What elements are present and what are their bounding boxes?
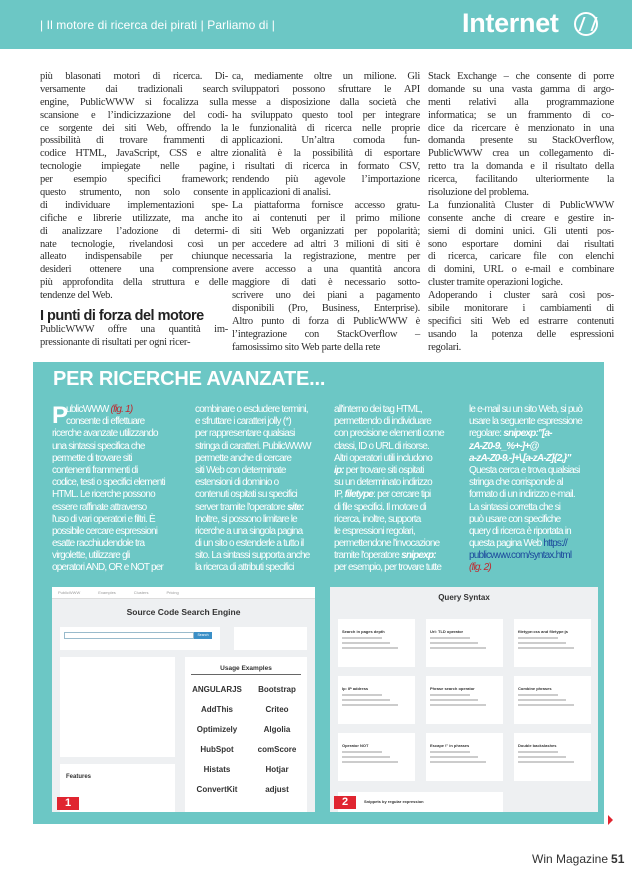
text-placeholder <box>430 694 470 696</box>
search-button[interactable]: Search <box>194 632 212 639</box>
text-line: versamente dai tradizionali search <box>40 83 228 95</box>
box-title: PER RICERCHE AVANZATE... <box>53 368 326 390</box>
box-line <box>334 550 468 562</box>
box-text: sito. La sintassi supporta anche <box>195 550 310 562</box>
box-line <box>334 538 468 550</box>
box-line <box>52 477 186 489</box>
info-panel <box>60 657 175 757</box>
box-line <box>52 526 186 538</box>
text-placeholder <box>342 756 390 758</box>
box-text: formato di un indirizzo e-mail. <box>469 489 575 501</box>
box-line <box>195 489 329 501</box>
text-line: di domini, URL o e-mail e combinare <box>428 264 614 276</box>
text-line: scansione e l’indicizzazione del codi- <box>40 109 228 121</box>
box-line <box>469 428 603 440</box>
box-line <box>52 562 186 574</box>
text-placeholder <box>430 699 478 701</box>
text-line: La funzionalità Cluster di PublicWWW <box>428 199 614 211</box>
box-line <box>334 453 468 465</box>
text-line: pressionante di risultati per ogni ricer- <box>40 336 191 348</box>
stats-panel <box>234 627 307 650</box>
box-line <box>334 416 468 428</box>
box-text: ricerche avanzate utilizzando <box>52 428 158 440</box>
text-placeholder <box>430 756 478 758</box>
text-line: cluster tramite operazioni logiche. <box>428 277 563 289</box>
features-title: Features <box>66 774 92 780</box>
box-text: questa pagina Web <box>469 538 544 550</box>
box-line <box>52 441 186 453</box>
box-text: ricerche a una singola pagina <box>195 525 303 537</box>
syntax-card-title: Url: TLD operator <box>430 629 464 634</box>
site-title: Source Code Search Engine <box>126 607 241 617</box>
text-placeholder <box>518 704 574 706</box>
syntax-card-title: Phrase search operator <box>430 686 475 691</box>
syntax-card <box>426 733 503 781</box>
text-line: tecnologie impiegate nelle pagine, <box>40 161 228 173</box>
text-line: rendendo più agevole l’importazione <box>232 174 420 186</box>
box-line <box>195 416 329 428</box>
text-placeholder <box>342 637 382 639</box>
box-text: query di ricerca è riportata in <box>469 525 571 537</box>
text-line: zionalità è la possibilità di esportare <box>232 148 420 160</box>
nav-item[interactable]: PublicWWW <box>58 590 81 595</box>
box-text: la ricerca di attributi specifici <box>195 562 294 574</box>
box-text: ublicWWW <box>66 404 111 415</box>
box-text: contenenti frammenti di <box>52 464 138 476</box>
box-text: essere raffinate attraverso <box>52 501 147 513</box>
figure-2-screenshot <box>330 587 598 812</box>
usage-title: Usage Examples <box>191 665 301 675</box>
syntax-card-title: Operator NOT <box>342 743 369 748</box>
box-text: contenuti ospitati su specifici <box>195 489 297 501</box>
syntax-link[interactable]: https:// <box>543 538 567 550</box>
syntax-card-title: Search in pages depth <box>342 629 385 634</box>
text-line: le funzionalità di ricerca nelle proprie <box>232 122 420 134</box>
box-text: l'uso di vari operatori e filtri. È <box>52 513 155 525</box>
syntax-card <box>426 676 503 724</box>
box-text: consente di effettuare <box>66 416 145 428</box>
usage-logo: Optimizely <box>196 725 238 734</box>
box-column-1 <box>52 404 186 575</box>
box-column-3 <box>334 404 468 575</box>
figure-number: 2 <box>334 796 356 809</box>
text-line: menti relativi alla programmazione <box>428 96 614 108</box>
text-line: Altro punto di forza di PublicWWW è <box>232 315 420 327</box>
text-placeholder <box>430 751 470 753</box>
box-line <box>195 538 329 550</box>
text-placeholder <box>518 694 558 696</box>
continue-arrow-icon <box>608 815 613 825</box>
box-line <box>469 489 603 501</box>
text-placeholder <box>342 647 398 649</box>
box-line <box>334 502 468 514</box>
usage-logo: ANGULARJS <box>192 685 242 694</box>
breadcrumb: | Il motore di ricerca dei pirati | Parliamo di | <box>40 18 275 32</box>
syntax-card <box>338 733 415 781</box>
fig-ref: (fig. 2) <box>469 562 491 574</box>
box-line <box>52 502 186 514</box>
box-text: permettendo di individuare <box>334 416 432 428</box>
box-line <box>334 514 468 526</box>
figure-number: 1 <box>57 797 79 810</box>
box-text: IP, <box>334 489 345 501</box>
box-line <box>469 562 603 574</box>
box-line <box>52 428 186 440</box>
text-line: i risultati di ricerca in formato CSV, <box>232 161 420 173</box>
box-text: Questa cerca e trova qualsiasi <box>469 464 580 476</box>
box-text: ricerca, inoltre, supporta <box>334 513 421 525</box>
text-line: Stack Exchange – che consente di porre <box>428 71 614 82</box>
syntax-card-title: Combine phrases <box>518 686 552 691</box>
box-line <box>469 453 603 465</box>
text-line: di individuare implementazioni spe- <box>40 199 228 211</box>
text-line: per accedere ad altri 3 milioni di siti è <box>232 238 420 250</box>
box-text: server tramite l'operatore <box>195 501 288 513</box>
box-text: Altri operatori utili includono <box>334 452 433 464</box>
box-line <box>469 502 603 514</box>
box-text: La sintassi corretta che si <box>469 501 561 513</box>
box-line <box>334 465 468 477</box>
box-line <box>52 453 186 465</box>
text-line: di siti Web organizzati per popolarità; <box>232 225 420 237</box>
box-text: permette anche di cercare <box>195 452 292 464</box>
box-line <box>469 477 603 489</box>
page-footer <box>532 852 624 866</box>
text-line: siemi di domini unici. Gli utenti pos- <box>428 225 614 237</box>
box-line <box>334 428 468 440</box>
text-placeholder <box>518 699 566 701</box>
syntax-card-title: filetype:css and filetype:js <box>518 629 569 634</box>
drop-cap: P <box>52 402 69 429</box>
syntax-card <box>426 619 503 667</box>
text-line: necessaria la registrazione, mentre per <box>232 251 420 263</box>
box-line <box>334 562 468 574</box>
box-text: e sfruttare i caratteri jolly (*) <box>195 416 291 428</box>
box-line <box>195 562 329 574</box>
box-text: regolare: <box>469 428 504 440</box>
text-line: maggiore di dati è necessario sotto- <box>232 277 420 289</box>
section-header <box>0 0 632 49</box>
box-line <box>195 441 329 453</box>
search-input[interactable] <box>64 632 194 639</box>
usage-logo: Bootstrap <box>258 685 296 694</box>
text-line: più approfondita della struttura e delle <box>40 277 228 289</box>
text-line: messe a disposizione dalla società che <box>232 96 420 108</box>
box-text: le e-mail su un sito Web, si può <box>469 404 583 415</box>
text-line: di analizzare l’adozione di determi- <box>40 225 228 237</box>
text-line: ito ai contenuti per il primo milione <box>232 212 420 224</box>
nav-item[interactable]: Pricing <box>166 590 179 595</box>
text-line: scrivere uno dei piani a pagamento <box>232 290 420 302</box>
box-text: permette di trovare siti <box>52 452 132 464</box>
text-placeholder <box>342 751 382 753</box>
box-line <box>195 428 329 440</box>
syntax-card-title: Double backslashes <box>518 743 557 748</box>
box-line <box>195 526 329 538</box>
text-line: nate tecnologie, rivelandosi così un <box>40 238 228 250</box>
operator-ip: ip: <box>334 464 344 476</box>
box-line <box>469 550 603 562</box>
globe-icon <box>574 12 598 36</box>
text-line: domande su una vasta gamma di argo- <box>428 83 614 95</box>
box-text: virgolette, utilizzare gli <box>52 550 130 562</box>
text-placeholder <box>518 642 566 644</box>
usage-logo: Algolia <box>263 725 291 734</box>
box-line <box>52 538 186 550</box>
text-placeholder <box>342 761 398 763</box>
text-placeholder <box>518 647 574 649</box>
syntax-title: Query Syntax <box>438 593 490 602</box>
regex-card <box>338 792 503 812</box>
usage-logo: adjust <box>265 785 289 794</box>
text-placeholder <box>342 694 382 696</box>
box-text: estensioni di dominio o <box>195 477 279 489</box>
text-line: possibilità di trovare frammenti di <box>40 135 228 147</box>
text-line: per esempio specifici framework; <box>40 174 228 186</box>
box-text: : per cercare tipi <box>373 489 431 501</box>
box-text: usare la seguente espressione <box>469 416 583 428</box>
box-line <box>334 404 468 416</box>
box-text: Inoltre, si possono limitare le <box>195 513 297 525</box>
nav-item[interactable]: Examples <box>98 590 116 595</box>
text-placeholder <box>518 761 574 763</box>
box-text: stringa di caratteri. PublicWWW <box>195 440 311 452</box>
box-text: le espressioni regolari, <box>334 525 415 537</box>
text-line: l’integrazione con StackOverflow – <box>232 328 420 340</box>
syntax-card <box>514 676 591 724</box>
text-line: in applicazioni di analisi. <box>232 187 331 199</box>
usage-logo: comScore <box>257 745 297 754</box>
text-placeholder <box>518 751 558 753</box>
site-nav <box>52 587 315 599</box>
box-line <box>469 514 603 526</box>
text-line: sviluppatori possono sfruttare le API <box>232 83 420 95</box>
box-line <box>195 550 329 562</box>
operator-filetype: filetype <box>344 489 374 501</box>
box-text: possibile cercare espressioni <box>52 525 158 537</box>
text-line: cifiche e librerie utilizzate, ma anche <box>40 212 228 224</box>
figure-1-screenshot <box>52 587 315 812</box>
box-line <box>195 514 329 526</box>
text-placeholder <box>430 642 478 644</box>
box-line <box>195 502 329 514</box>
syntax-link[interactable]: publicwww.com/syntax.html <box>469 550 572 562</box>
box-text: HTML. Le ricerche possono <box>52 489 155 501</box>
box-line <box>52 416 186 428</box>
box-text: per esempio, per trovare tutte <box>334 562 442 574</box>
box-text: siti Web con determinate <box>195 464 286 476</box>
text-line: dice da ricercare è menzionato in una <box>428 122 614 134</box>
box-line <box>469 465 603 477</box>
fig-ref: (fig. 1) <box>110 404 133 415</box>
text-placeholder <box>430 704 486 706</box>
regex: a-zA-Z0-9.-]+\.[a-zA-Z]{2,}" <box>469 452 571 464</box>
operator-snipexp: snipexp: <box>401 550 436 562</box>
page-number: 51 <box>611 852 625 866</box>
text-line: sono esportare domini dai risultati <box>428 238 614 250</box>
box-column-2 <box>195 404 329 575</box>
text-placeholder <box>430 647 486 649</box>
subheading: I punti di forza del motore <box>40 308 204 325</box>
box-text: tramite l'operatore <box>334 550 402 562</box>
text-line: famosissimo sito Web parte della rete <box>232 341 381 353</box>
text-line: questo strumento, non solo consente <box>40 187 228 199</box>
regex: zA-Z0-9._%+-]+@ <box>469 440 539 452</box>
box-text: all'interno dei tag HTML, <box>334 404 423 415</box>
box-text: stringa che corrisponde al <box>469 477 563 489</box>
box-line <box>52 514 186 526</box>
text-line: più blasonati motori di ricerca. Di- <box>40 71 228 82</box>
text-line: disponibili (Pro, Business, Enterprise). <box>232 303 420 315</box>
magazine-name: Win Magazine <box>532 852 609 866</box>
box-line <box>195 465 329 477</box>
article-column-2 <box>232 71 420 355</box>
usage-logo: AddThis <box>201 705 233 714</box>
text-line: ha sviluppato questo tool per integrare <box>232 109 420 121</box>
text-line: consente anche di creare e gestire in- <box>428 212 614 224</box>
box-text: per rappresentare qualsiasi <box>195 428 295 440</box>
text-line: sibile monitorare i cambiamenti di <box>428 303 614 315</box>
text-line: risoluzione del problema. <box>428 187 529 199</box>
regex: snipexp:"[a- <box>503 428 552 440</box>
box-line <box>195 404 329 416</box>
box-line <box>334 526 468 538</box>
box-text: una sintassi specifica che <box>52 440 145 452</box>
box-line <box>52 550 186 562</box>
syntax-card-title: Escape \" in phrases <box>430 743 470 748</box>
text-line: di ricerca, caricare file con elenchi <box>428 251 614 263</box>
box-line <box>469 441 603 453</box>
text-line: ca, mediamente oltre un milione. Gli <box>232 71 420 82</box>
text-line: ricerca, facilitando ulteriormente la <box>428 174 614 186</box>
syntax-card <box>338 676 415 724</box>
text-line: PublicWWW offre una quantità im- <box>40 324 228 336</box>
regex-card-title: Snippets by regular expression <box>364 799 424 804</box>
syntax-card <box>514 733 591 781</box>
box-line <box>469 526 603 538</box>
box-text: classi, ID o URL di risorse. <box>334 440 430 452</box>
box-line <box>334 477 468 489</box>
operator-site: site: <box>287 501 304 513</box>
text-line: regolari. <box>428 341 462 353</box>
box-line <box>334 441 468 453</box>
box-text: su un determinato indirizzo <box>334 477 432 489</box>
box-column-4 <box>469 404 603 575</box>
box-line <box>195 477 329 489</box>
text-line: usando la potenza delle espressioni <box>428 328 614 340</box>
text-line: alleato indispensabile per chiunque <box>40 251 228 263</box>
nav-item[interactable]: Clusters <box>133 590 149 595</box>
box-line <box>469 416 603 428</box>
syntax-card <box>514 619 591 667</box>
text-line: tendenze del Web. <box>40 290 113 302</box>
box-text: con precisione elementi come <box>334 428 444 440</box>
text-line: codice HTML, JavaScript, CSS e altre <box>40 148 228 160</box>
text-line: specifici siti Web ed estrarre contenuti <box>428 315 614 327</box>
box-text: permettendone l'invocazione <box>334 538 440 550</box>
box-line <box>334 489 468 501</box>
text-line: informatica; se un frammento di co- <box>428 109 614 121</box>
usage-panel <box>185 657 307 812</box>
text-line: domanda presente su StackOverflow, <box>428 135 614 147</box>
box-text: esatte racchiudendole tra <box>52 538 145 550</box>
box-line <box>469 404 603 416</box>
text-placeholder <box>430 761 486 763</box>
box-text: codice, testi o specifici elementi <box>52 477 165 489</box>
text-line: engine, PublicWWW si focalizza sulla <box>40 96 228 108</box>
box-text: di un sito o estenderle a tutto il <box>195 538 304 550</box>
text-placeholder <box>430 637 470 639</box>
syntax-card-title: Ip: IP address <box>342 686 369 691</box>
search-panel <box>60 627 220 650</box>
text-placeholder <box>342 704 398 706</box>
sidebar-box <box>33 362 604 824</box>
box-line <box>195 453 329 465</box>
box-text: può usare con specifiche <box>469 513 561 525</box>
usage-logo: ConvertKit <box>196 785 238 794</box>
box-line <box>469 538 603 550</box>
box-line <box>52 489 186 501</box>
section-title: Internet <box>462 8 559 38</box>
box-text: per trovare siti ospitati <box>343 464 424 476</box>
text-line: avere accesso a una quantità ancora <box>232 264 420 276</box>
syntax-card <box>338 619 415 667</box>
text-line: La piattaforma fornisce accesso gratu- <box>232 199 420 211</box>
text-line: Adoperando i cluster sarà così pos- <box>428 290 614 302</box>
text-line: retto tra la domanda e il risultato della <box>428 161 614 173</box>
usage-logo: Criteo <box>265 705 289 714</box>
box-line <box>52 465 186 477</box>
usage-logo: Histats <box>203 765 231 774</box>
text-placeholder <box>518 756 566 758</box>
text-line: PublicWWW crea un collegamento di- <box>428 148 614 160</box>
text-placeholder <box>518 637 558 639</box>
box-text: di file specifici. Il motore di <box>334 501 426 513</box>
text-line: applicazioni. Un’altra comoda fun- <box>232 135 420 147</box>
article-column-1 <box>40 71 228 350</box>
usage-logo: HubSpot <box>200 745 234 754</box>
box-text: combinare o escludere termini, <box>195 404 308 415</box>
text-line: ce sorgente dei siti Web, offrendo la <box>40 122 228 134</box>
usage-logo: Hotjar <box>265 765 289 774</box>
text-placeholder <box>342 699 390 701</box>
article-column-3 <box>428 71 614 355</box>
text-line: desideri ottenere una comprensione <box>40 264 228 276</box>
box-text: operatori AND, OR e NOT per <box>52 562 164 574</box>
text-placeholder <box>342 642 390 644</box>
